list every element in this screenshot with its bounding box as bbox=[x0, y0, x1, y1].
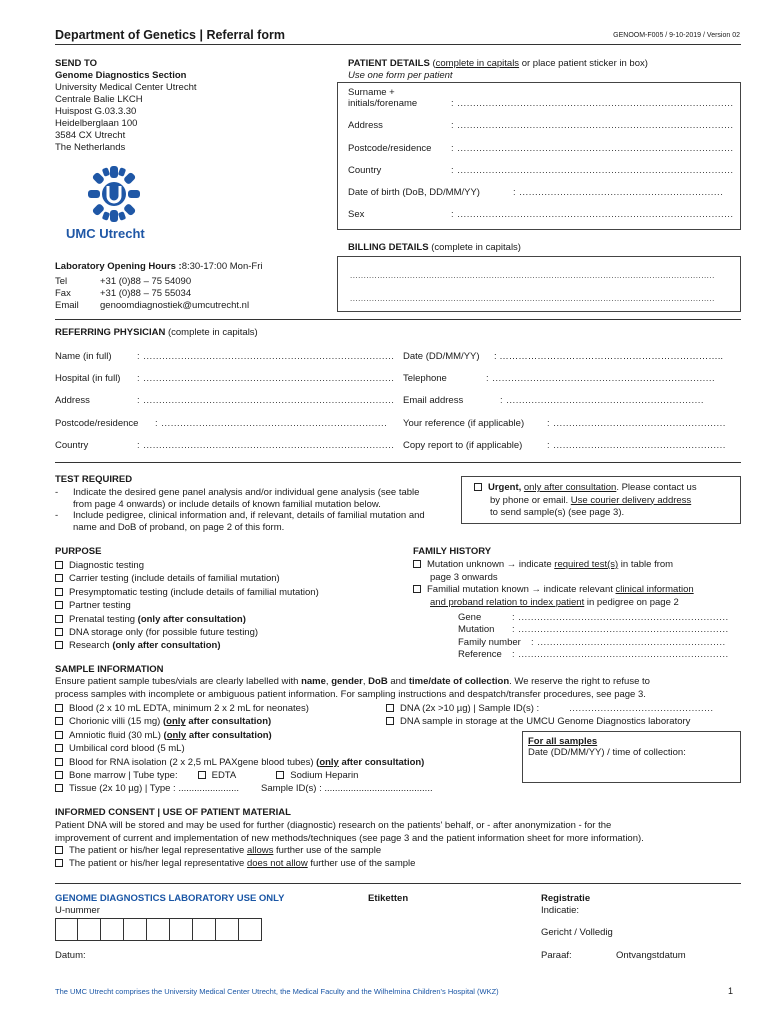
gericht-label: Gericht / Volledig bbox=[541, 927, 613, 938]
checkbox[interactable] bbox=[55, 561, 63, 569]
sample-intro-1: Ensure patient sample tubes/vials are clearly labelled with name, gender, DoB and time/date of collection. We reserve the right to refuse to bbox=[55, 676, 650, 687]
billing-box[interactable] bbox=[337, 256, 741, 312]
family-options: Mutation unknown → indicate required test(s) in table from page 3 onwards Familial mutation known → indicate relevant clinical information and proband relation to index patient in pedigree on page 2 bbox=[413, 559, 694, 609]
physician-postcode-field[interactable]: : ........................................................................ bbox=[155, 418, 388, 429]
family-fields: Gene : ................................................................... Mutation : ................................................................... Family number : ............................................................ Reference : ................................................................... bbox=[458, 612, 729, 660]
send-to-line: Huispost G.03.3.30 bbox=[55, 106, 137, 117]
patient-surname-field[interactable]: : ........................................................................................ bbox=[451, 98, 734, 109]
patient-subnote: Use one form per patient bbox=[348, 70, 453, 81]
page-number: 1 bbox=[728, 986, 734, 996]
physician-name-label: Name (in full) bbox=[55, 351, 112, 362]
consent-deny-option[interactable]: The patient or his/her legal representative does not allow further use of the sample bbox=[55, 858, 644, 871]
checkbox[interactable] bbox=[386, 717, 394, 725]
physician-postcode-label: Postcode/residence bbox=[55, 418, 139, 429]
page-title: Department of Genetics | Referral form bbox=[55, 28, 285, 42]
physician-email-field[interactable]: : ............................................................... bbox=[500, 395, 705, 406]
sample-option-bone-marrow[interactable]: Bone marrow | Tube type: EDTA Sodium Heparin bbox=[55, 769, 433, 782]
u-nummer-label: U-nummer bbox=[55, 905, 100, 916]
checkbox[interactable] bbox=[55, 771, 63, 779]
physician-hospital-field[interactable]: : ................................................................................ bbox=[137, 373, 395, 384]
sample-option[interactable]: Blood for RNA isolation (2 x 2,5 mL PAXgene blood tubes) (only after consultation) bbox=[55, 756, 433, 769]
checkbox[interactable] bbox=[55, 717, 63, 725]
test-heading: TEST REQUIRED bbox=[55, 474, 133, 485]
u-nummer-boxes[interactable] bbox=[55, 918, 262, 941]
lab-use-heading: GENOME DIAGNOSTICS LABORATORY USE ONLY bbox=[55, 893, 285, 904]
physician-heading: REFERRING PHYSICIAN (complete in capitals) bbox=[55, 327, 258, 338]
checkbox[interactable] bbox=[55, 744, 63, 752]
patient-address-label: Address bbox=[348, 120, 383, 131]
dna-options bbox=[386, 702, 714, 729]
checkbox[interactable] bbox=[55, 704, 63, 712]
purpose-option[interactable]: Diagnostic testing bbox=[55, 559, 319, 572]
sample-option-tissue[interactable]: Tissue (2x 10 µg) | Type : ....................... Sample ID(s) : ......................................... bbox=[55, 782, 433, 795]
physician-copy-label: Copy report to (if applicable) bbox=[403, 440, 523, 451]
checkbox[interactable] bbox=[55, 846, 63, 854]
purpose-option[interactable]: Prenatal testing (only after consultation) bbox=[55, 613, 319, 626]
reference-field[interactable]: : ................................................................... bbox=[512, 648, 729, 660]
patient-dob-field[interactable]: : ................................................................. bbox=[513, 187, 724, 198]
physician-address-field[interactable]: : ................................................................................ bbox=[137, 395, 395, 406]
send-to-heading: SEND TO bbox=[55, 58, 98, 69]
patient-address-field[interactable]: : ........................................................................................ bbox=[451, 120, 734, 131]
registratie-label: Registratie bbox=[541, 893, 591, 904]
purpose-option[interactable]: Presymptomatic testing (include details of familial mutation) bbox=[55, 586, 319, 599]
patient-country-field[interactable]: : ........................................................................................ bbox=[451, 165, 734, 176]
mutation-field[interactable]: : ................................................................... bbox=[512, 624, 729, 636]
physician-date-label: Date (DD/MM/YY) bbox=[403, 351, 480, 362]
form-code: GENOOM-F005 / 9-10-2019 / Version 02 bbox=[613, 32, 740, 39]
urgent-option[interactable]: Urgent, only after consultation. Please contact us by phone or email. Use courier delivery address to send sample(s) (see page 3). bbox=[474, 482, 697, 520]
indicatie-label: Indicatie: bbox=[541, 905, 580, 916]
checkbox[interactable] bbox=[55, 574, 63, 582]
patient-country-label: Country bbox=[348, 165, 382, 176]
checkbox[interactable] bbox=[55, 859, 63, 867]
patient-dob-label: Date of birth (DoB, DD/MM/YY) bbox=[348, 187, 480, 198]
consent-allow-option[interactable]: The patient or his/her legal representative allows further use of the sample bbox=[55, 845, 644, 858]
physician-country-field[interactable]: : ................................................................................ bbox=[137, 440, 395, 451]
ontvangstdatum-label: Ontvangstdatum bbox=[616, 950, 686, 961]
physician-email-label: Email address bbox=[403, 395, 464, 406]
paraaf-label: Paraaf: bbox=[541, 950, 572, 961]
umc-utrecht-logo-icon bbox=[66, 164, 162, 224]
send-to-block bbox=[55, 58, 197, 154]
patient-sex-field[interactable]: : ........................................................................................ bbox=[451, 209, 734, 220]
send-to-line: University Medical Center Utrecht bbox=[55, 82, 197, 93]
checkbox[interactable] bbox=[55, 758, 63, 766]
patient-postcode-label: Postcode/residence bbox=[348, 143, 432, 154]
family-number-field[interactable]: : ............................................................ bbox=[531, 636, 726, 648]
test-bullets: - Indicate the desired gene panel analysis and/or individual gene analysis (see table from page 4 onwards) or include details of known familial mutation below. - Include pedigree, clinical information and, if relevant, details of familial mutation and name and DoB of proband, on page 2 of this form. bbox=[55, 487, 425, 533]
checkbox[interactable] bbox=[55, 628, 63, 636]
dna-storage-option[interactable]: DNA sample in storage at the UMCU Genome Diagnostics laboratory bbox=[386, 715, 714, 728]
purpose-option[interactable]: Partner testing bbox=[55, 599, 319, 612]
purpose-list bbox=[55, 559, 319, 653]
purpose-option[interactable]: DNA storage only (for possible future testing) bbox=[55, 626, 319, 639]
checkbox[interactable] bbox=[55, 784, 63, 792]
physician-reference-field[interactable]: : ....................................................... bbox=[547, 418, 726, 429]
billing-line-1[interactable]: ...................................................................................................................................... bbox=[350, 271, 715, 280]
divider bbox=[55, 319, 741, 320]
physician-country-label: Country bbox=[55, 440, 89, 451]
physician-hospital-label: Hospital (in full) bbox=[55, 373, 121, 384]
urgent-checkbox[interactable] bbox=[474, 483, 482, 491]
lab-hours: Laboratory Opening Hours :8:30-17:00 Mon-Fri bbox=[55, 261, 263, 272]
gene-field[interactable]: : ................................................................... bbox=[512, 612, 729, 623]
checkbox[interactable] bbox=[55, 641, 63, 649]
logo-text: UMC Utrecht bbox=[66, 226, 145, 241]
checkbox[interactable] bbox=[413, 560, 421, 568]
physician-address-label: Address bbox=[55, 395, 90, 406]
divider bbox=[55, 462, 741, 463]
divider bbox=[55, 883, 741, 884]
footer-text: The UMC Utrecht comprises the University Medical Center Utrecht, the Medical Faculty and the Wilhelmina Children's Hospital (WKZ) bbox=[55, 987, 499, 996]
physician-name-field[interactable]: : ................................................................................ bbox=[137, 351, 395, 362]
edta-checkbox[interactable] bbox=[198, 771, 206, 779]
send-to-line: The Netherlands bbox=[55, 142, 126, 153]
physician-reference-label: Your reference (if applicable) bbox=[403, 418, 525, 429]
sample-intro-2: process samples with incomplete or ambiguous patient information. For sampling instructions and despatch/transfer procedures, see page 3. bbox=[55, 689, 646, 700]
sample-option[interactable]: Chorionic villi (15 mg) (only after consultation) bbox=[55, 715, 433, 728]
send-to-section: Genome Diagnostics Section bbox=[55, 70, 187, 81]
etiketten-label: Etiketten bbox=[368, 893, 409, 904]
checkbox[interactable] bbox=[55, 731, 63, 739]
family-option-unknown[interactable]: Mutation unknown → indicate required test(s) in table from bbox=[413, 559, 694, 572]
billing-heading: BILLING DETAILS (complete in capitals) bbox=[348, 242, 521, 253]
physician-date-field[interactable]: : …………………………………………………………….. bbox=[494, 351, 724, 362]
sample-option[interactable]: Amniotic fluid (30 mL) (only after consultation) bbox=[55, 729, 433, 742]
send-to-line: Centrale Balie LKCH bbox=[55, 94, 143, 105]
purpose-option[interactable]: Research (only after consultation) bbox=[55, 639, 319, 652]
purpose-option[interactable]: Carrier testing (include details of familial mutation) bbox=[55, 572, 319, 585]
send-to-line: 3584 CX Utrecht bbox=[55, 130, 126, 141]
sample-list bbox=[55, 702, 433, 796]
checkbox[interactable] bbox=[386, 704, 394, 712]
collection-label: Date (DD/MM/YY) / time of collection: bbox=[528, 747, 686, 758]
consent-heading: INFORMED CONSENT | USE OF PATIENT MATERIAL bbox=[55, 807, 291, 818]
physician-telephone-label: Telephone bbox=[403, 373, 447, 384]
patient-postcode-field[interactable]: : ........................................................................................ bbox=[451, 143, 734, 154]
all-samples-heading: For all samples bbox=[528, 736, 598, 747]
patient-heading: PATIENT DETAILS (complete in capitals or place patient sticker in box) bbox=[348, 58, 648, 69]
physician-copy-field[interactable]: : ....................................................... bbox=[547, 440, 726, 451]
logo bbox=[66, 164, 162, 244]
family-heading: FAMILY HISTORY bbox=[413, 546, 492, 557]
sample-option[interactable]: Umbilical cord blood (5 mL) bbox=[55, 742, 433, 755]
checkbox[interactable] bbox=[413, 585, 421, 593]
sample-option[interactable]: Blood (2 x 10 mL EDTA, minimum 2 x 2 mL for neonates) bbox=[55, 702, 433, 715]
patient-sex-label: Sex bbox=[348, 209, 365, 220]
datum-label: Datum: bbox=[55, 950, 86, 961]
header-divider bbox=[55, 44, 741, 45]
checkbox[interactable] bbox=[55, 601, 63, 609]
checkbox[interactable] bbox=[55, 615, 63, 623]
lab-contacts: Tel +31 (0)88 – 75 54090 Fax +31 (0)88 – 75 55034 Email genoomdiagnostiek@umcutrecht.nl bbox=[55, 276, 250, 311]
patient-surname-label: Surname + initials/forename bbox=[348, 87, 418, 109]
physician-telephone-field[interactable]: : ....................................................................... bbox=[486, 373, 716, 384]
send-to-line: Heidelberglaan 100 bbox=[55, 118, 138, 129]
sample-heading: SAMPLE INFORMATION bbox=[55, 664, 164, 675]
family-option-known[interactable]: Familial mutation known → indicate relevant clinical information bbox=[413, 584, 694, 597]
heparin-checkbox[interactable] bbox=[276, 771, 284, 779]
purpose-heading: PURPOSE bbox=[55, 546, 102, 557]
dna-option[interactable]: DNA (2x >10 µg) | Sample ID(s) : .............................................. bbox=[386, 702, 714, 715]
checkbox[interactable] bbox=[55, 588, 63, 596]
consent-text: Patient DNA will be stored and may be used for further (diagnostic) research on the patients' behalf, or - after anonymization - for the improvement of current and implementation of new methods/techniques (see page 3 and the patient information sheet for more information). The patient or his/her legal representative allows further use of the sample The patient or his/her legal representative does not allow further use of the sample bbox=[55, 820, 644, 869]
billing-line-2[interactable]: ...................................................................................................................................... bbox=[350, 294, 715, 303]
